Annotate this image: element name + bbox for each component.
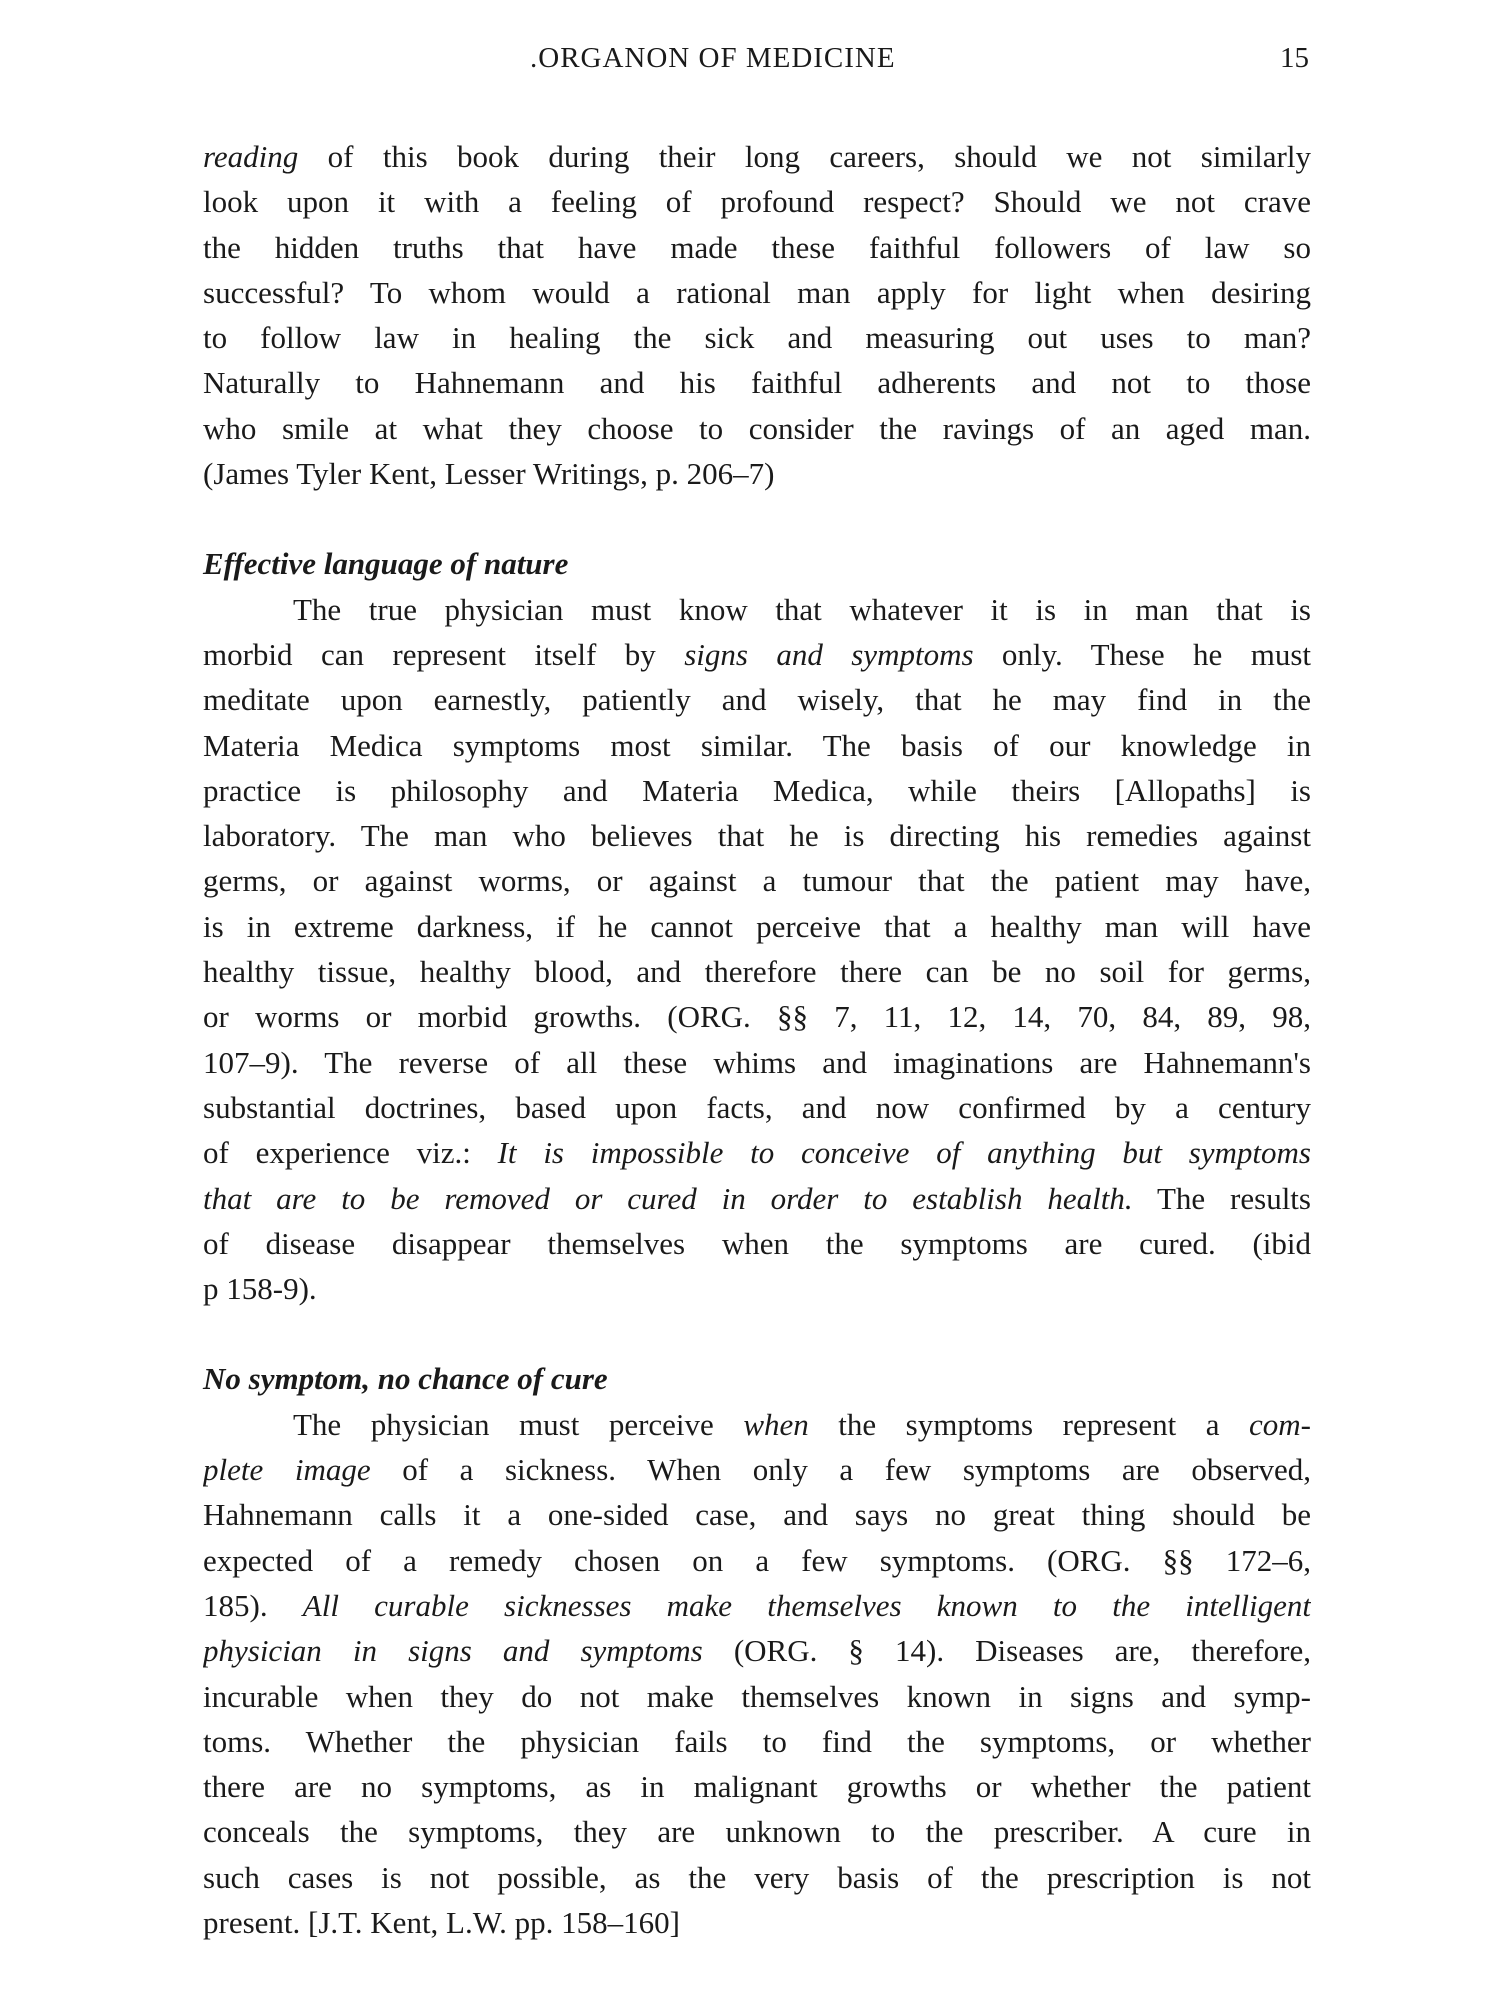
- text-line: Hahnemann calls it a one-sided case, and says no great thing should be: [203, 1497, 1311, 1533]
- text-line: the hidden truths that have made these faithful followers of law so: [203, 229, 1311, 265]
- text-line: such cases is not possible, as the very basis of the prescription is not: [203, 1859, 1311, 1895]
- section-no-symptom: [203, 1356, 1311, 1945]
- body-text: [203, 134, 1311, 1945]
- text-line: of disease disappear themselves when the symptoms are cured. (ibid: [203, 1225, 1311, 1261]
- text-line: germs, or against worms, or against a tumour that the patient may have,: [203, 863, 1311, 899]
- text-line: conceals the symptoms, they are unknown to the prescriber. A cure in: [203, 1814, 1311, 1850]
- text-line: toms. Whether the physician fails to find the symptoms, or whether: [203, 1723, 1311, 1759]
- text-line: The physician must perceive when the symptoms represent a com-: [293, 1406, 1311, 1442]
- text-line: successful? To whom would a rational man apply for light when desiring: [203, 274, 1311, 310]
- text-line: incurable when they do not make themselves known in signs and symp-: [203, 1678, 1311, 1714]
- section-heading: No symptom, no chance of cure: [203, 1361, 608, 1397]
- citation-line: (James Tyler Kent, Lesser Writings, p. 206–7): [203, 456, 775, 492]
- section-effective-language: [203, 541, 1311, 1311]
- citation-line: present. [J.T. Kent, L.W. pp. 158–160]: [203, 1904, 680, 1940]
- text-line: plete image of a sickness. When only a few symptoms are observed,: [203, 1452, 1311, 1488]
- running-head: [0, 42, 1511, 82]
- section-heading: Effective language of nature: [203, 546, 569, 582]
- text-line: practice is philosophy and Materia Medica, while theirs [Allopaths] is: [203, 772, 1311, 808]
- text-line: that are to be removed or cured in order to establish health. The results: [203, 1180, 1311, 1216]
- text-line: is in extreme darkness, if he cannot perceive that a healthy man will have: [203, 908, 1311, 944]
- running-title: .ORGANON OF MEDICINE: [530, 42, 896, 74]
- text-line: reading of this book during their long careers, should we not similarly: [203, 139, 1311, 174]
- text-line: expected of a remedy chosen on a few symptoms. (ORG. §§ 172–6,: [203, 1542, 1311, 1578]
- text-line: 107–9). The reverse of all these whims and imaginations are Hahnemann's: [203, 1044, 1311, 1080]
- text-line: physician in signs and symptoms (ORG. § 14). Diseases are, therefore,: [203, 1633, 1311, 1669]
- text-line: p 158-9).: [203, 1271, 317, 1307]
- text-line: morbid can represent itself by signs and symptoms only. These he must: [203, 636, 1311, 672]
- text-line: Materia Medica symptoms most similar. The basis of our knowledge in: [203, 727, 1311, 763]
- text-line: Naturally to Hahnemann and his faithful adherents and not to those: [203, 365, 1311, 401]
- text-line: to follow law in healing the sick and measuring out uses to man?: [203, 320, 1311, 356]
- text-line: there are no symptoms, as in malignant growths or whether the patient: [203, 1769, 1311, 1805]
- text-line: laboratory. The man who believes that he is directing his remedies against: [203, 818, 1311, 854]
- text-line: who smile at what they choose to consider the ravings of an aged man.: [203, 410, 1311, 446]
- text-line: look upon it with a feeling of profound respect? Should we not crave: [203, 184, 1311, 220]
- opening-paragraph: [203, 134, 1311, 496]
- page-number: 15: [1280, 42, 1309, 74]
- text-line: The true physician must know that whatever it is in man that is: [293, 591, 1311, 627]
- text-line: meditate upon earnestly, patiently and wisely, that he may find in the: [203, 682, 1311, 718]
- text-line: healthy tissue, healthy blood, and therefore there can be no soil for germs,: [203, 954, 1311, 990]
- text-line: 185). All curable sicknesses make themselves known to the intelligent: [203, 1587, 1311, 1623]
- text-line: of experience viz.: It is impossible to conceive of anything but symptoms: [203, 1135, 1311, 1171]
- text-line: substantial doctrines, based upon facts, and now confirmed by a century: [203, 1089, 1311, 1125]
- text-line: or worms or morbid growths. (ORG. §§ 7, 11, 12, 14, 70, 84, 89, 98,: [203, 999, 1311, 1035]
